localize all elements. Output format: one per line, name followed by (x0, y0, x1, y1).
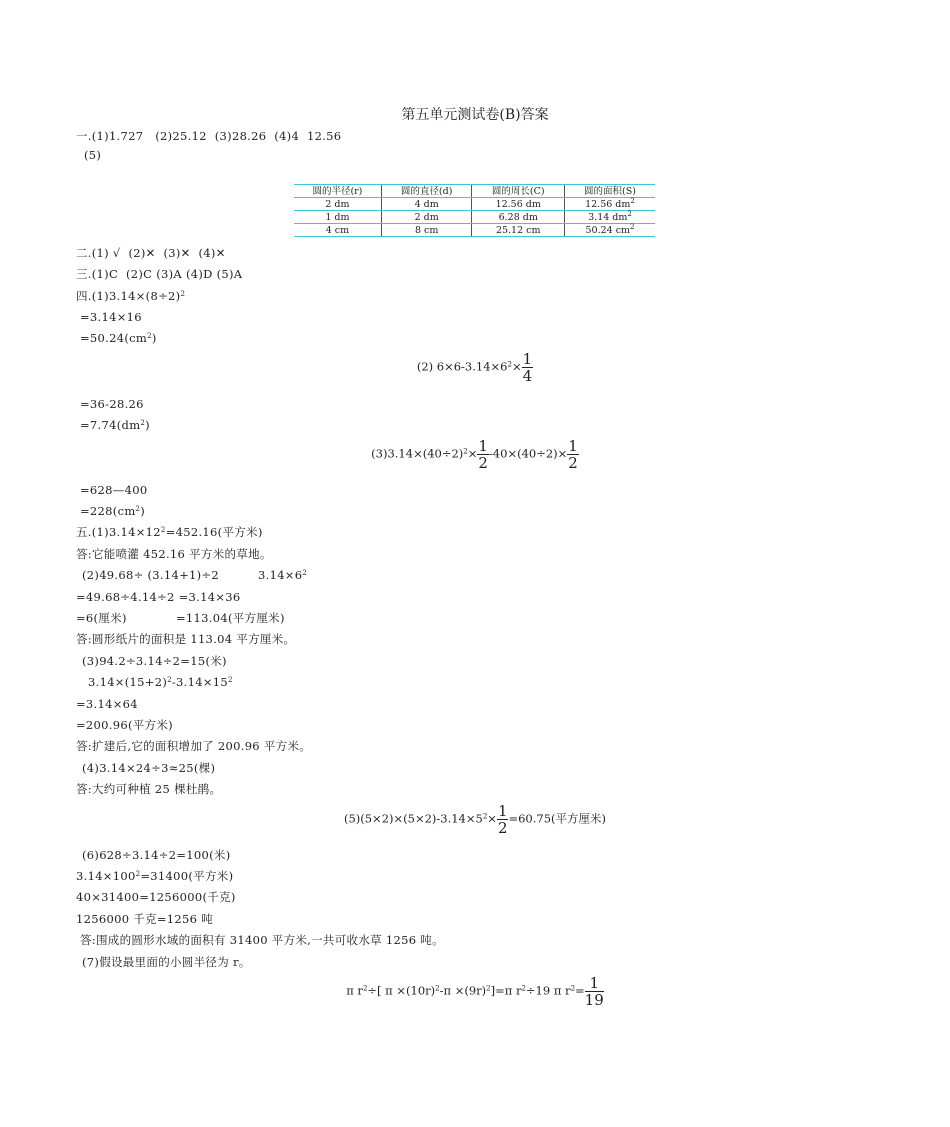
table-cell: 4 cm (294, 224, 381, 237)
circle-table (294, 184, 655, 237)
fraction: $\frac{1}{19}$ (584, 974, 604, 1009)
part5-q3-step2: $3.14\times(15+2)^2-3.14\times 15^2$ (88, 675, 233, 689)
part5-q2-calc-left: (2)49.68÷ (3.14+1)÷2 (82, 568, 219, 582)
part5-q6-step4: 1256000 千克=1256 吨 (76, 912, 214, 926)
part5-q1-calc: 五$.(1)3.14\times 12^2=452.16$(平方米) (76, 525, 263, 539)
table-cell-area: 50.24 $cm^2$ (564, 224, 655, 237)
part5-q3-step4: =200.96(平方米) (76, 718, 173, 732)
table-cell: 12.56 dm (472, 198, 565, 211)
fraction: $\frac{1}{4}$ (522, 350, 533, 385)
part4-q2-formula: (2) $6\times 6-3.14\times 6^2\times$ $\frac{1}{4}$ (416, 350, 533, 385)
part5-q2-calc-right: $3.14\times 6^2$ (258, 568, 308, 582)
table-cell: 2 dm (294, 198, 381, 211)
fraction: $\frac{1}{2}$ (478, 437, 488, 472)
part4-q1-step2: =3.14×16 (80, 310, 142, 324)
part5-q3-step1: (3)94.2÷3.14÷2=15(米) (82, 654, 227, 668)
part4-q3-formula: $(3)3.14\times(40\div 2)^2\times$ $\frac{1}{2}$ -40×(40÷2)× $\frac{1}{2}$ (371, 437, 578, 472)
table-row (294, 224, 655, 237)
table-cell: 8 cm (381, 224, 472, 237)
header-radius: 圆的半径(r) (294, 185, 381, 198)
part5-q6-answer: 答:围成的圆形水域的面积有 31400 平方米,一共可收水草 1256 吨。 (80, 933, 444, 947)
part1-answers: 一.(1)1.727 (2)25.12 (3)28.26 (4)4 12.56 (76, 129, 342, 143)
part4-q2-step2: =36-28.26 (80, 397, 144, 411)
part1-item5-label: (5) (84, 148, 102, 162)
table-cell: 1 dm (294, 211, 381, 224)
table-cell: 4 dm (381, 198, 472, 211)
part5-q1-answer: 答:它能喷灌 452.16 平方米的草地。 (76, 547, 272, 561)
part5-q2-step3-left: =6(厘米) (76, 611, 127, 625)
part5-q6-step1: (6)628÷3.14÷2=100(米) (82, 848, 231, 862)
part5-q7-formula: π $r^2\div$[ $\pi \times(10r)^2-\pi \times(9r)^2]=\pi$ $r^2\div 19$ π $r^2=$ $\frac{1}{19}$ (346, 974, 604, 1009)
part5-q4-answer: 答:大约可种植 25 棵杜鹃。 (76, 782, 222, 796)
table-cell-area: 3.14 $dm^2$ (564, 211, 655, 224)
table-cell: 2 dm (381, 211, 472, 224)
part5-q2-step3-right: =113.04(平方厘米) (176, 611, 285, 625)
part5-q3-answer: 答:扩建后,它的面积增加了 200.96 平方米。 (76, 739, 312, 753)
header-diameter: 圆的直径(d) (381, 185, 472, 198)
table-cell: 25.12 cm (472, 224, 565, 237)
header-area: 圆的面积(S) (564, 185, 655, 198)
part5-q6-step2: $3.14\times 100^2=31400$(平方米) (76, 869, 234, 883)
part5-q7-assumption: (7)假设最里面的小圆半径为 r。 (82, 955, 251, 969)
part4-q2-step3: $=7.74(dm^2)$ (80, 418, 150, 432)
part4-q3-step2: =628—400 (80, 483, 148, 497)
part3-answers: 三.(1)C (2)C (3)A (4)D (5)A (76, 267, 243, 281)
part4-q1-step3: $=50.24(cm^2)$ (80, 331, 157, 345)
part5-q3-step3: =3.14×64 (76, 697, 138, 711)
part5-q4-calc: (4)3.14×24÷3≈25(棵) (82, 761, 216, 775)
part4-q3-step3: $=228(cm^2)$ (80, 504, 146, 518)
header-circumference: 圆的周长(C) (472, 185, 565, 198)
table-cell-area: 12.56 $dm^2$ (564, 198, 655, 211)
part2-answers: 二.(1) √ (2)✕ (3)✕ (4)✕ (76, 246, 226, 260)
table-header-row (294, 185, 655, 198)
part5-q2-answer: 答:圆形纸片的面积是 113.04 平方厘米。 (76, 632, 296, 646)
part5-q2-step2: =49.68÷4.14÷2 =3.14×36 (76, 590, 241, 604)
part5-q6-step3: 40×31400=1256000(千克) (76, 890, 236, 904)
part5-q5-formula: $(5)(5\times 2)\times(5\times 2)-3.14\times 5^2\times$ $\frac{1}{2}$ =60.75(平方厘米) (343, 802, 607, 837)
table-row (294, 198, 655, 211)
part4-q1-step1: 四$.(1)3.14\times(8\div 2)^2$ (76, 289, 186, 303)
fraction: $\frac{1}{2}$ (568, 437, 578, 472)
fraction: $\frac{1}{2}$ (497, 802, 508, 837)
page-title: 第五单元测试卷(B)答案 (401, 107, 549, 123)
table-cell: 6.28 dm (472, 211, 565, 224)
table-row (294, 211, 655, 224)
